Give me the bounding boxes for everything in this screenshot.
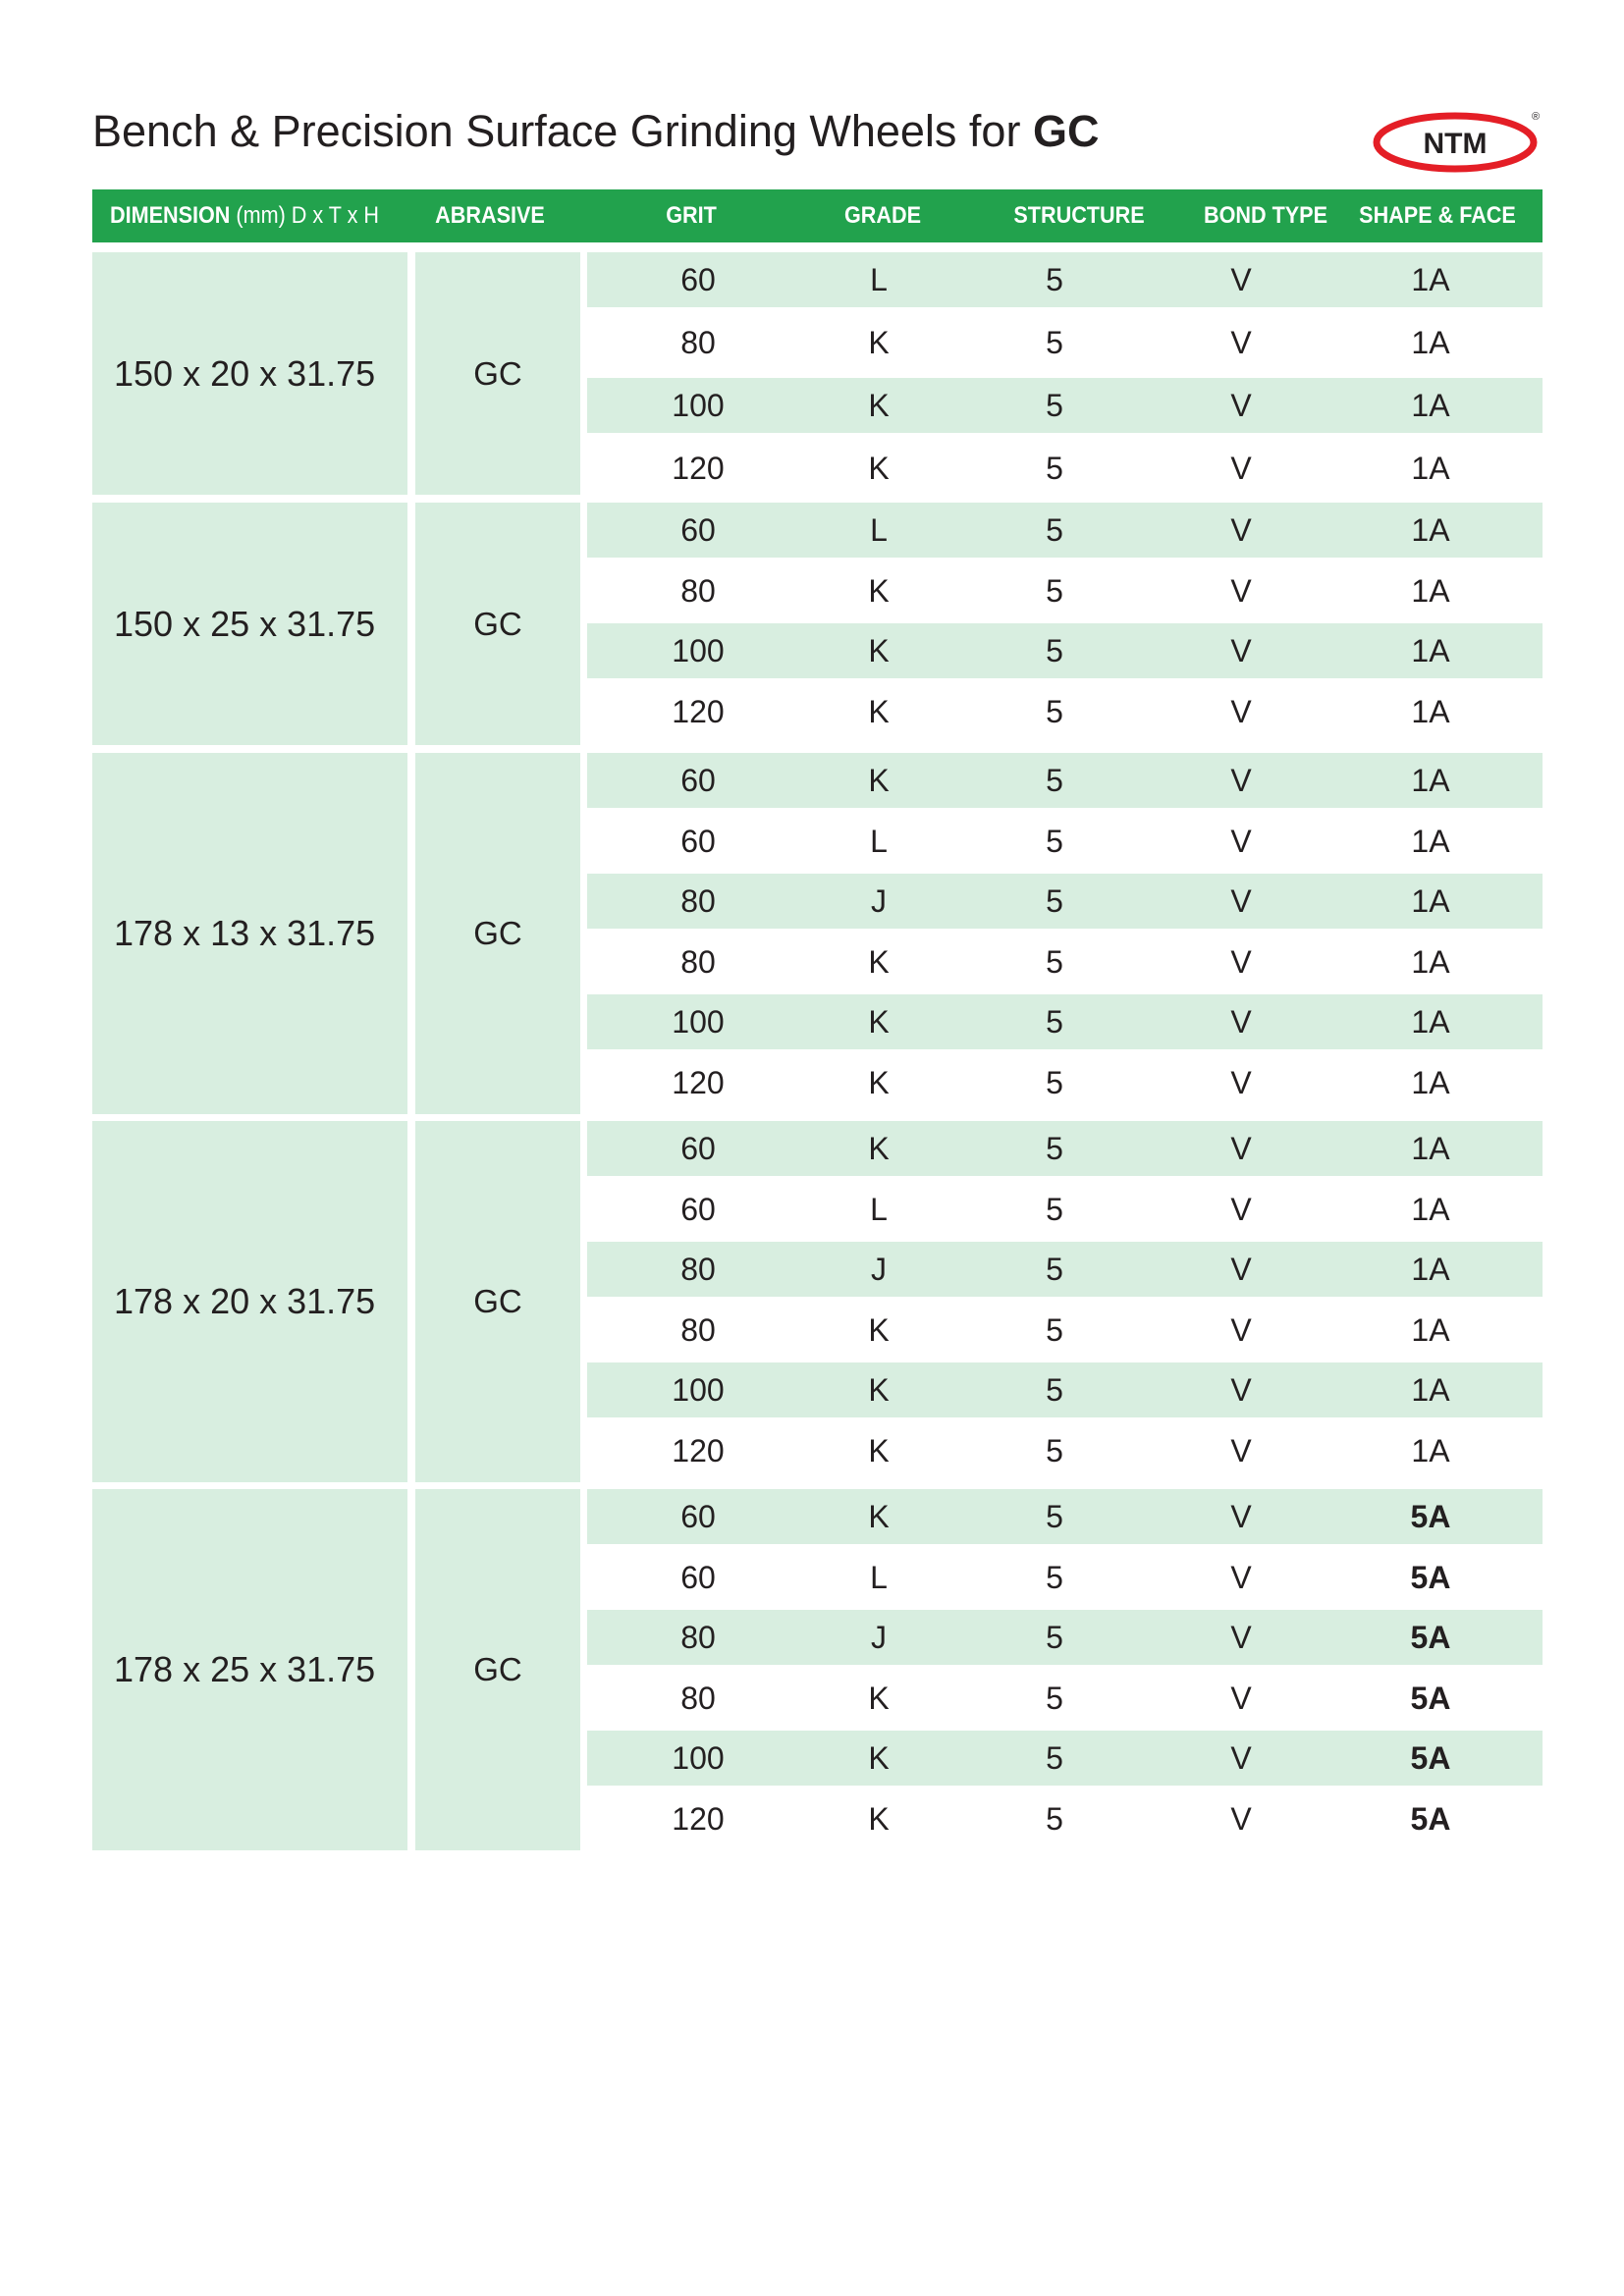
structure-cell: 5 xyxy=(1046,512,1063,548)
table-row xyxy=(587,623,1543,678)
bond-cell: V xyxy=(1230,262,1252,297)
dimension-cell xyxy=(92,252,407,495)
bond-cell: V xyxy=(1230,1499,1252,1534)
grit-cell: 60 xyxy=(680,1499,716,1534)
shape-cell: 1A xyxy=(1411,1252,1450,1287)
shape-cell: 1A xyxy=(1411,512,1450,548)
bond-cell: V xyxy=(1230,512,1252,548)
grit-cell: 120 xyxy=(672,1800,725,1837)
header-dimension-unit: (mm) D x T x H xyxy=(230,202,380,229)
table-header xyxy=(92,189,1543,242)
table-row xyxy=(587,1362,1543,1417)
grit-cell: 60 xyxy=(680,1191,716,1227)
grit-cell: 60 xyxy=(680,1559,716,1595)
dimension-cell xyxy=(92,1489,407,1850)
shape-cell: 1A xyxy=(1411,572,1450,609)
grade-cell: K xyxy=(868,1740,890,1776)
structure-cell: 5 xyxy=(1046,1740,1063,1776)
shape-cell: 5A xyxy=(1410,1499,1451,1534)
grit-cell: 100 xyxy=(672,633,725,668)
grade-cell: K xyxy=(868,763,890,798)
structure-cell: 5 xyxy=(1046,388,1063,423)
bond-cell: V xyxy=(1230,823,1252,859)
abrasive-cell xyxy=(415,252,580,495)
grade-cell: L xyxy=(870,512,888,548)
bond-cell: V xyxy=(1230,1620,1252,1655)
table-row xyxy=(587,378,1543,433)
grit-cell: 120 xyxy=(672,1432,725,1468)
header-abrasive: ABRASIVE xyxy=(435,202,545,229)
shape-cell: 1A xyxy=(1411,1064,1450,1100)
grade-cell: J xyxy=(871,883,887,919)
grit-cell: 60 xyxy=(680,262,716,297)
grit-cell: 80 xyxy=(680,1311,716,1348)
table-row xyxy=(587,1489,1543,1544)
dimension-value: 178 x 25 x 31.75 xyxy=(114,1649,376,1689)
header-dimension-label: DIMENSION xyxy=(110,202,231,229)
shape-cell: 1A xyxy=(1411,1372,1450,1408)
grit-cell: 80 xyxy=(680,325,716,360)
table-row xyxy=(587,1671,1543,1726)
table-row xyxy=(587,315,1543,370)
shape-cell: 1A xyxy=(1411,1311,1450,1348)
structure-cell: 5 xyxy=(1046,883,1063,919)
shape-cell: 1A xyxy=(1411,883,1450,919)
abrasive-value: GC xyxy=(473,605,522,642)
grit-cell: 60 xyxy=(680,512,716,548)
shape-cell: 1A xyxy=(1411,325,1450,360)
structure-cell: 5 xyxy=(1046,633,1063,668)
grade-cell: L xyxy=(870,1191,888,1227)
grit-cell: 100 xyxy=(672,1740,725,1776)
ntm-logo xyxy=(1373,110,1542,175)
table-row xyxy=(587,1731,1543,1786)
abrasive-value: GC xyxy=(473,915,522,951)
structure-cell: 5 xyxy=(1046,451,1063,486)
table-row xyxy=(587,814,1543,869)
dimension-value: 178 x 20 x 31.75 xyxy=(114,1281,376,1321)
logo-registered: ® xyxy=(1531,111,1541,123)
bond-cell: V xyxy=(1230,943,1252,980)
table-row xyxy=(587,1791,1543,1846)
shape-cell: 1A xyxy=(1411,262,1450,297)
structure-cell: 5 xyxy=(1046,1800,1063,1837)
dimension-cell xyxy=(92,753,407,1114)
bond-cell: V xyxy=(1230,763,1252,798)
table-row xyxy=(587,252,1543,307)
abrasive-cell xyxy=(415,1489,580,1850)
grit-cell: 80 xyxy=(680,1620,716,1655)
shape-cell: 1A xyxy=(1411,1432,1450,1468)
header-grit: GRIT xyxy=(666,202,717,229)
dimension-value: 178 x 13 x 31.75 xyxy=(114,913,376,953)
title-text: Bench & Precision Surface Grinding Wheels for xyxy=(92,106,1033,156)
table-row xyxy=(587,1182,1543,1237)
grit-cell: 60 xyxy=(680,1131,716,1166)
dimension-cell xyxy=(92,503,407,745)
grit-cell: 80 xyxy=(680,572,716,609)
dimension-value: 150 x 25 x 31.75 xyxy=(114,603,376,644)
bond-cell: V xyxy=(1230,1740,1252,1776)
grade-cell: K xyxy=(868,325,890,360)
page-title xyxy=(92,104,1099,159)
grade-cell: L xyxy=(870,823,888,859)
shape-cell: 1A xyxy=(1411,388,1450,423)
table-row xyxy=(587,1610,1543,1665)
structure-cell: 5 xyxy=(1046,1064,1063,1100)
shape-cell: 5A xyxy=(1410,1680,1451,1716)
bond-cell: V xyxy=(1230,1800,1252,1837)
shape-cell: 1A xyxy=(1411,823,1450,859)
grit-cell: 120 xyxy=(672,693,725,729)
grade-cell: K xyxy=(868,1680,890,1716)
table-row xyxy=(587,934,1543,989)
grade-cell: K xyxy=(868,1800,890,1837)
grade-cell: L xyxy=(870,262,888,297)
dimension-cell xyxy=(92,1121,407,1482)
bond-cell: V xyxy=(1230,1680,1252,1716)
table-row xyxy=(587,1055,1543,1110)
grade-cell: K xyxy=(868,1131,890,1166)
grade-cell: K xyxy=(868,1064,890,1100)
grade-cell: K xyxy=(868,1372,890,1408)
shape-cell: 5A xyxy=(1410,1559,1451,1595)
bond-cell: V xyxy=(1230,1432,1252,1468)
grade-cell: K xyxy=(868,633,890,668)
grade-cell: K xyxy=(868,451,890,486)
grade-cell: K xyxy=(868,943,890,980)
structure-cell: 5 xyxy=(1046,1372,1063,1408)
grit-cell: 120 xyxy=(672,451,725,486)
grade-cell: J xyxy=(871,1620,887,1655)
structure-cell: 5 xyxy=(1046,943,1063,980)
structure-cell: 5 xyxy=(1046,693,1063,729)
shape-cell: 5A xyxy=(1410,1620,1451,1655)
grit-cell: 80 xyxy=(680,943,716,980)
shape-cell: 1A xyxy=(1411,1191,1450,1227)
header-shape-face: SHAPE & FACE xyxy=(1359,202,1516,229)
grit-cell: 80 xyxy=(680,1680,716,1716)
structure-cell: 5 xyxy=(1046,1499,1063,1534)
structure-cell: 5 xyxy=(1046,262,1063,297)
bond-cell: V xyxy=(1230,1252,1252,1287)
grade-cell: K xyxy=(868,1499,890,1534)
bond-cell: V xyxy=(1230,388,1252,423)
grade-cell: L xyxy=(870,1559,888,1595)
structure-cell: 5 xyxy=(1046,1191,1063,1227)
structure-cell: 5 xyxy=(1046,1559,1063,1595)
grit-cell: 100 xyxy=(672,1372,725,1408)
table-row xyxy=(587,441,1543,496)
grit-cell: 120 xyxy=(672,1064,725,1100)
structure-cell: 5 xyxy=(1046,1680,1063,1716)
abrasive-cell xyxy=(415,1121,580,1482)
grit-cell: 60 xyxy=(680,763,716,798)
bond-cell: V xyxy=(1230,1064,1252,1100)
table-row xyxy=(587,1242,1543,1297)
grit-cell: 100 xyxy=(672,388,725,423)
bond-cell: V xyxy=(1230,572,1252,609)
table-row xyxy=(587,563,1543,618)
header-dimension xyxy=(110,189,380,242)
abrasive-cell xyxy=(415,503,580,745)
table-row xyxy=(587,1121,1543,1176)
structure-cell: 5 xyxy=(1046,763,1063,798)
shape-cell: 1A xyxy=(1411,693,1450,729)
table-row xyxy=(587,1423,1543,1478)
header-bond-type: BOND TYPE xyxy=(1203,202,1327,229)
shape-cell: 1A xyxy=(1411,633,1450,668)
shape-cell: 1A xyxy=(1411,1131,1450,1166)
bond-cell: V xyxy=(1230,1372,1252,1408)
structure-cell: 5 xyxy=(1046,1432,1063,1468)
shape-cell: 5A xyxy=(1410,1800,1451,1837)
table-row xyxy=(587,684,1543,739)
grit-cell: 80 xyxy=(680,1252,716,1287)
bond-cell: V xyxy=(1230,325,1252,360)
dimension-value: 150 x 20 x 31.75 xyxy=(114,352,376,394)
abrasive-value: GC xyxy=(473,354,522,392)
shape-cell: 1A xyxy=(1411,451,1450,486)
grade-cell: K xyxy=(868,1432,890,1468)
table-row xyxy=(587,994,1543,1049)
structure-cell: 5 xyxy=(1046,1311,1063,1348)
header-structure: STRUCTURE xyxy=(1013,202,1145,229)
table-row xyxy=(587,753,1543,808)
header-grade: GRADE xyxy=(843,202,921,229)
shape-cell: 1A xyxy=(1411,1004,1450,1040)
bond-cell: V xyxy=(1230,633,1252,668)
abrasive-cell xyxy=(415,753,580,1114)
table-row xyxy=(587,1303,1543,1358)
bond-cell: V xyxy=(1230,693,1252,729)
logo-text: NTM xyxy=(1423,128,1488,160)
grade-cell: J xyxy=(871,1252,887,1287)
shape-cell: 1A xyxy=(1411,943,1450,980)
bond-cell: V xyxy=(1230,451,1252,486)
structure-cell: 5 xyxy=(1046,1252,1063,1287)
bond-cell: V xyxy=(1230,1131,1252,1166)
table-row xyxy=(587,503,1543,558)
structure-cell: 5 xyxy=(1046,1620,1063,1655)
grade-cell: K xyxy=(868,1311,890,1348)
abrasive-value: GC xyxy=(473,1651,522,1687)
abrasive-value: GC xyxy=(473,1283,522,1319)
bond-cell: V xyxy=(1230,883,1252,919)
grade-cell: K xyxy=(868,693,890,729)
shape-cell: 5A xyxy=(1410,1740,1451,1776)
structure-cell: 5 xyxy=(1046,1131,1063,1166)
bond-cell: V xyxy=(1230,1004,1252,1040)
structure-cell: 5 xyxy=(1046,325,1063,360)
structure-cell: 5 xyxy=(1046,823,1063,859)
bond-cell: V xyxy=(1230,1559,1252,1595)
grade-cell: K xyxy=(868,572,890,609)
bond-cell: V xyxy=(1230,1311,1252,1348)
shape-cell: 1A xyxy=(1411,763,1450,798)
grit-cell: 60 xyxy=(680,823,716,859)
structure-cell: 5 xyxy=(1046,1004,1063,1040)
grade-cell: K xyxy=(868,1004,890,1040)
grit-cell: 100 xyxy=(672,1004,725,1040)
title-bold: GC xyxy=(1032,106,1100,156)
grit-cell: 80 xyxy=(680,883,716,919)
structure-cell: 5 xyxy=(1046,572,1063,609)
bond-cell: V xyxy=(1230,1191,1252,1227)
table-row xyxy=(587,1550,1543,1605)
grade-cell: K xyxy=(868,388,890,423)
table-row xyxy=(587,874,1543,929)
